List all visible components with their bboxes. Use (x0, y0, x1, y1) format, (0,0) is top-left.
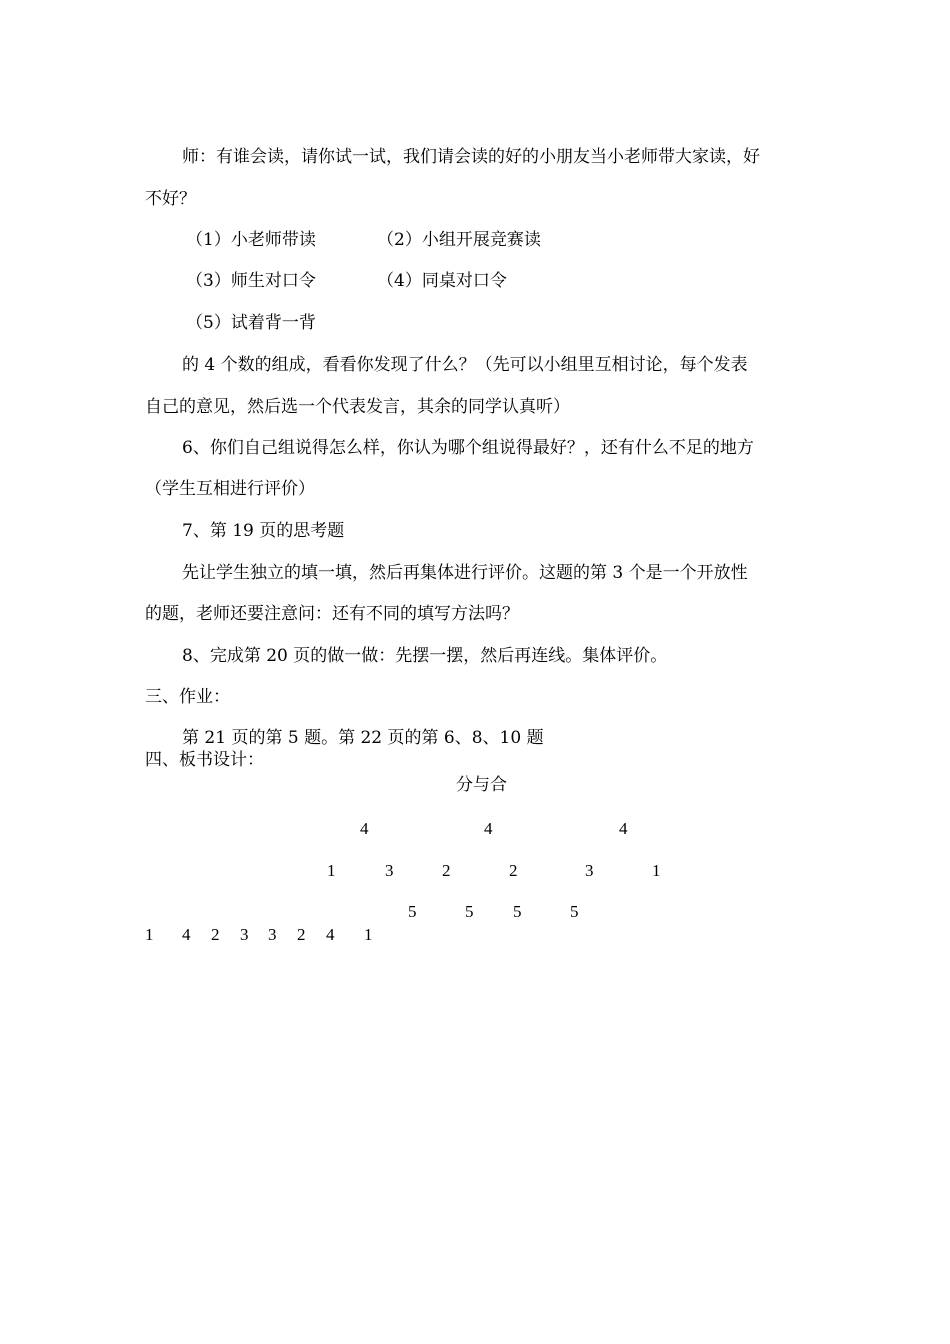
board-number: 4 (484, 819, 493, 838)
paragraph-teacher-line1: 师：有谁会读，请你试一试，我们请会读的好的小朋友当小老师带大家读，好 (182, 147, 760, 167)
paragraph-evaluation-line1: 6、你们自己组说得怎么样，你认为哪个组说得最好？，还有什么不足的地方 (182, 438, 754, 458)
board-number: 2 (211, 925, 220, 944)
list-item-4: （4）同桌对口令 (377, 271, 507, 291)
paragraph-think-question: 7、第 19 页的思考题 (182, 521, 345, 541)
list-item-1: （1）小老师带读 (186, 230, 316, 250)
list-item-5: （5）试着背一背 (186, 313, 316, 333)
board-number: 3 (585, 861, 594, 880)
paragraph-do-it: 8、完成第 20 页的做一做：先摆一摆，然后再连线。集体评价。 (182, 646, 668, 666)
board-number: 2 (442, 861, 451, 880)
board-number: 1 (652, 861, 661, 880)
section-heading-board: 四、板书设计： (145, 750, 264, 770)
paragraph-discussion-line2: 自己的意见，然后选一个代表发言，其余的同学认真听） (145, 397, 570, 417)
board-number: 5 (570, 902, 579, 921)
paragraph-evaluation-line2: （学生互相进行评价） (145, 479, 315, 499)
board-number: 1 (145, 925, 154, 944)
board-number: 3 (385, 861, 394, 880)
board-number: 2 (509, 861, 518, 880)
paragraph-discussion-line1: 的 4 个数的组成，看看你发现了什么？（先可以小组里互相讨论，每个发表 (182, 355, 748, 375)
paragraph-fill-line2: 的题，老师还要注意问：还有不同的填写方法吗？ (145, 604, 519, 624)
board-number: 3 (240, 925, 249, 944)
paragraph-teacher-line2: 不好？ (145, 189, 196, 209)
board-number: 1 (327, 861, 336, 880)
board-number: 1 (364, 925, 373, 944)
board-number: 2 (297, 925, 306, 944)
board-number: 3 (268, 925, 277, 944)
board-number: 5 (408, 902, 417, 921)
board-number: 4 (326, 925, 335, 944)
list-item-3: （3）师生对口令 (186, 271, 316, 291)
board-number: 5 (465, 902, 474, 921)
list-item-2: （2）小组开展竞赛读 (377, 230, 541, 250)
board-number: 4 (360, 819, 369, 838)
board-number: 5 (513, 902, 522, 921)
homework-text: 第 21 页的第 5 题。第 22 页的第 6、8、10 题 (182, 728, 544, 748)
section-heading-homework: 三、作业： (145, 687, 230, 707)
board-number: 4 (619, 819, 628, 838)
paragraph-fill-line1: 先让学生独立的填一填，然后再集体进行评价。这题的第 3 个是一个开放性 (182, 563, 748, 583)
board-number: 4 (182, 925, 191, 944)
board-title: 分与合 (456, 775, 507, 795)
